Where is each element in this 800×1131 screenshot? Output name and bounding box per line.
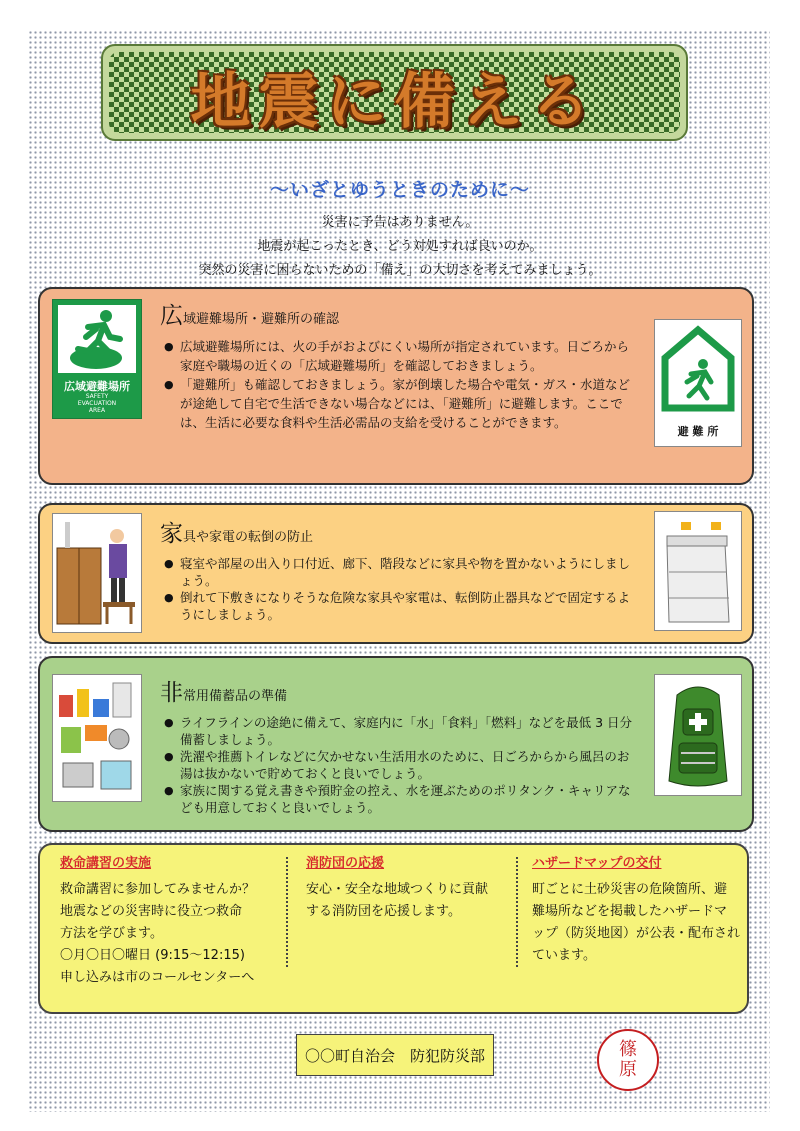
fixed-appliance-icon — [655, 512, 741, 630]
person-fixing-furniture-icon — [53, 514, 141, 632]
section-supplies — [38, 656, 754, 832]
info-title: ハザードマップの交付 — [532, 856, 662, 871]
title-banner — [101, 44, 688, 141]
supplies-illustration — [52, 674, 142, 802]
name-seal: 篠 原 — [597, 1029, 659, 1091]
running-person-icon — [58, 305, 136, 373]
info-column-hazard-map: ハザードマップの交付 町ごとに土砂災害の危険箇所、避 難場所などを掲載したハザードマ ップ（防災地図）が公表・配布され ています。 — [532, 853, 746, 967]
section-furniture — [38, 503, 754, 644]
shelter-label: 避 難 所 — [677, 425, 719, 438]
list-item: ● ライフラインの途絶に備えて、家庭内に「水」「食料」「燃料」などを最低 3 日分備蓄しましょう。 — [164, 714, 634, 748]
list-item: ● 広域避難場所には、火の手がおよびにくい場所が指定されています。日ごろから家庭や職場の近くの「広域避難場所」を確認しておきましょう。 — [164, 337, 634, 375]
sign-label: 広域避難場所 — [64, 380, 130, 393]
info-box — [38, 843, 749, 1014]
emergency-supplies-icon — [53, 675, 141, 801]
sign-sub-1: SAFETY — [85, 393, 109, 400]
bullet-list — [164, 337, 634, 432]
list-item: ● 家族に関する覚え書きや預貯金の控え、水を運ぶためのポリタンク・キャリアなども用意しておくと良いでしょう。 — [164, 782, 634, 816]
info-title: 救命講習の実施 — [60, 856, 152, 871]
section-heading: 非常用備蓄品の準備 — [160, 680, 288, 706]
info-title: 消防団の応援 — [306, 856, 385, 871]
shelter-sign — [654, 319, 742, 447]
info-column-lifesaving: 救命講習の実施 救命講習に参加してみませんか？ 地震などの災害時に役立つ救命 方法を学びます。 〇月〇日〇曜日 (9:15～12:15) 申し込みは市のコールセンターへ — [60, 853, 292, 989]
subtitle: ～いざとゆうときのために～ — [269, 179, 530, 201]
list-item: ● 寝室や部屋の出入り口付近、廊下、階段などに家具や物を置かないようにしましょう。 — [164, 555, 634, 589]
section-heading: 広域避難場所・避難所の確認 — [160, 303, 340, 329]
intro-line-2: 地震が起こったとき、どう対処すれば良いのか。 — [257, 239, 543, 254]
backpack-icon — [655, 675, 741, 795]
backpack-illustration — [654, 674, 742, 796]
list-item: ● 洗濯や推薦トイレなどに欠かせない生活用水のために、日ごろからから風呂のお湯は抜かないで貯めておくと良いでしょう。 — [164, 748, 634, 782]
page-title: 地震に備える — [190, 67, 599, 137]
furniture-illustration — [52, 513, 142, 633]
evacuation-area-sign — [52, 299, 142, 419]
appliance-illustration — [654, 511, 742, 631]
section-evacuation — [38, 287, 754, 485]
section-heading: 家具や家電の転倒の防止 — [160, 521, 314, 547]
divider — [286, 857, 288, 967]
list-item: ● 倒れて下敷きになりそうな危険な家具や家電は、転倒防止器具などで固定するようにしましょう。 — [164, 589, 634, 623]
list-item: ● 「避難所」も確認しておきましょう。家が倒壊した場合や電気・ガス・水道などが途絶して自宅で生活できない場合などには、「避難所」に避難します。ここでは、生活に必要な食料や生活必需品の支給を受けることができます。 — [164, 375, 634, 432]
organization-label: 〇〇町自治会 防犯防災部 — [296, 1034, 494, 1076]
shelter-icon — [655, 320, 741, 420]
sign-sub-2: EVACUATION — [77, 400, 117, 407]
info-column-firefighters: 消防団の応援 安心・安全な地域つくりに貢献 する消防団を応援します。 — [306, 853, 514, 923]
bullet-list — [164, 714, 634, 816]
intro-line-3: 突然の災害に困らないための「備え」の大切さを考えてみましょう。 — [198, 263, 602, 278]
bullet-list — [164, 555, 634, 623]
intro-line-1: 災害に予告はありません。 — [321, 215, 479, 230]
divider — [516, 857, 518, 967]
sign-sub-3: AREA — [88, 407, 106, 414]
